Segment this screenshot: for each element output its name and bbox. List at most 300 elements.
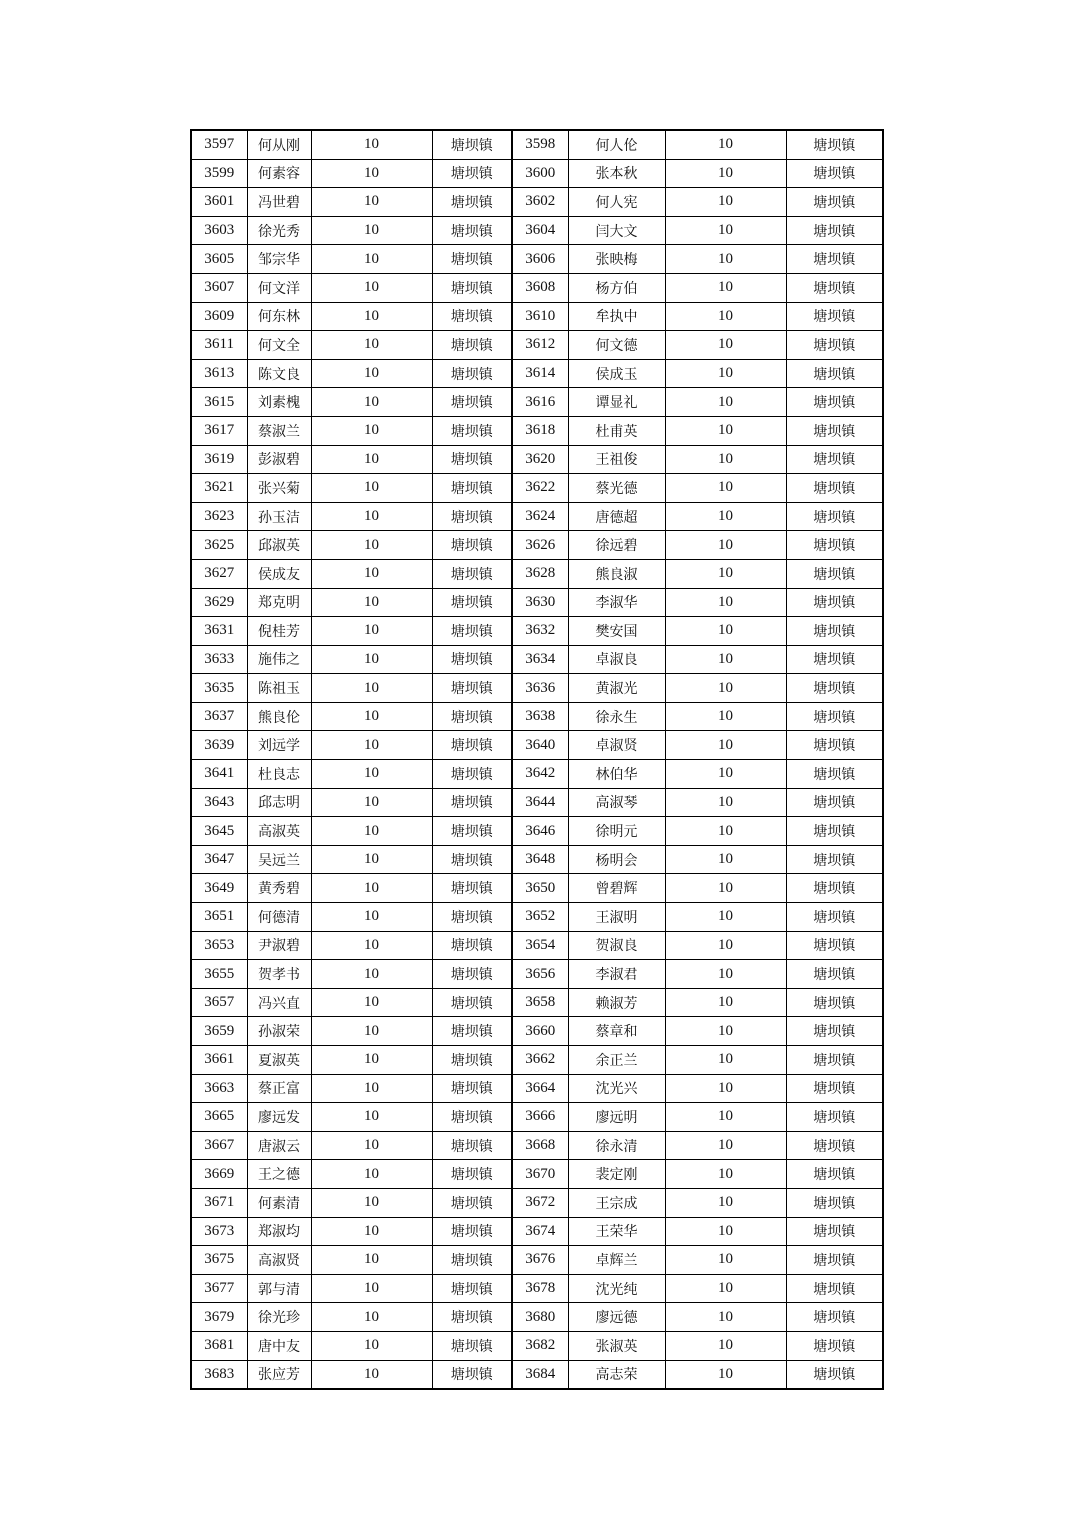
table-row bbox=[191, 1217, 883, 1246]
right-amount-cell: 10 bbox=[665, 1360, 786, 1389]
right-amount-cell: 10 bbox=[665, 331, 786, 360]
right-name-cell: 卓淑良 bbox=[568, 645, 665, 674]
table-row bbox=[191, 1246, 883, 1275]
table-row bbox=[191, 788, 883, 817]
left-town-cell: 塘坝镇 bbox=[432, 531, 512, 560]
right-town-cell: 塘坝镇 bbox=[786, 388, 883, 417]
right-town-cell: 塘坝镇 bbox=[786, 760, 883, 789]
right-town-cell: 塘坝镇 bbox=[786, 474, 883, 503]
right-id-cell: 3642 bbox=[512, 760, 568, 789]
right-name-cell: 沈光纯 bbox=[568, 1274, 665, 1303]
left-name-cell: 刘素槐 bbox=[247, 388, 311, 417]
left-name-cell: 孙淑荣 bbox=[247, 1017, 311, 1046]
right-town-cell: 塘坝镇 bbox=[786, 960, 883, 989]
right-name-cell: 谭显礼 bbox=[568, 388, 665, 417]
right-amount-cell: 10 bbox=[665, 874, 786, 903]
left-town-cell: 塘坝镇 bbox=[432, 416, 512, 445]
left-amount-cell: 10 bbox=[311, 1188, 432, 1217]
left-amount-cell: 10 bbox=[311, 760, 432, 789]
right-id-cell: 3658 bbox=[512, 988, 568, 1017]
left-name-cell: 陈祖玉 bbox=[247, 674, 311, 703]
right-name-cell: 王淑明 bbox=[568, 903, 665, 932]
left-town-cell: 塘坝镇 bbox=[432, 1160, 512, 1189]
table-row bbox=[191, 645, 883, 674]
left-name-cell: 何素容 bbox=[247, 159, 311, 188]
left-amount-cell: 10 bbox=[311, 1103, 432, 1132]
table-row bbox=[191, 1103, 883, 1132]
left-name-cell: 何从刚 bbox=[247, 130, 311, 159]
right-id-cell: 3638 bbox=[512, 702, 568, 731]
right-amount-cell: 10 bbox=[665, 1103, 786, 1132]
left-town-cell: 塘坝镇 bbox=[432, 1131, 512, 1160]
right-id-cell: 3672 bbox=[512, 1188, 568, 1217]
left-town-cell: 塘坝镇 bbox=[432, 559, 512, 588]
right-amount-cell: 10 bbox=[665, 1274, 786, 1303]
left-town-cell: 塘坝镇 bbox=[432, 273, 512, 302]
right-id-cell: 3670 bbox=[512, 1160, 568, 1189]
right-amount-cell: 10 bbox=[665, 502, 786, 531]
left-amount-cell: 10 bbox=[311, 674, 432, 703]
right-amount-cell: 10 bbox=[665, 216, 786, 245]
table-row bbox=[191, 359, 883, 388]
left-amount-cell: 10 bbox=[311, 1217, 432, 1246]
left-amount-cell: 10 bbox=[311, 1331, 432, 1360]
right-town-cell: 塘坝镇 bbox=[786, 502, 883, 531]
table-row bbox=[191, 273, 883, 302]
left-id-cell: 3603 bbox=[191, 216, 247, 245]
left-id-cell: 3661 bbox=[191, 1046, 247, 1075]
right-town-cell: 塘坝镇 bbox=[786, 1331, 883, 1360]
right-amount-cell: 10 bbox=[665, 273, 786, 302]
right-town-cell: 塘坝镇 bbox=[786, 1074, 883, 1103]
table-row bbox=[191, 874, 883, 903]
right-town-cell: 塘坝镇 bbox=[786, 331, 883, 360]
right-amount-cell: 10 bbox=[665, 159, 786, 188]
right-amount-cell: 10 bbox=[665, 903, 786, 932]
left-name-cell: 廖远发 bbox=[247, 1103, 311, 1132]
right-town-cell: 塘坝镇 bbox=[786, 1274, 883, 1303]
left-amount-cell: 10 bbox=[311, 1017, 432, 1046]
table-row bbox=[191, 130, 883, 159]
right-name-cell: 杨明会 bbox=[568, 845, 665, 874]
left-amount-cell: 10 bbox=[311, 960, 432, 989]
table-row bbox=[191, 245, 883, 274]
right-amount-cell: 10 bbox=[665, 245, 786, 274]
left-name-cell: 张应芳 bbox=[247, 1360, 311, 1389]
left-town-cell: 塘坝镇 bbox=[432, 960, 512, 989]
left-amount-cell: 10 bbox=[311, 874, 432, 903]
left-name-cell: 唐淑云 bbox=[247, 1131, 311, 1160]
right-name-cell: 徐永清 bbox=[568, 1131, 665, 1160]
left-town-cell: 塘坝镇 bbox=[432, 988, 512, 1017]
left-amount-cell: 10 bbox=[311, 188, 432, 217]
left-name-cell: 熊良伦 bbox=[247, 702, 311, 731]
left-amount-cell: 10 bbox=[311, 474, 432, 503]
right-name-cell: 张淑英 bbox=[568, 1331, 665, 1360]
right-id-cell: 3632 bbox=[512, 617, 568, 646]
left-amount-cell: 10 bbox=[311, 645, 432, 674]
left-id-cell: 3677 bbox=[191, 1274, 247, 1303]
table-row bbox=[191, 474, 883, 503]
left-town-cell: 塘坝镇 bbox=[432, 388, 512, 417]
right-name-cell: 蔡光德 bbox=[568, 474, 665, 503]
right-id-cell: 3684 bbox=[512, 1360, 568, 1389]
table-row bbox=[191, 531, 883, 560]
right-name-cell: 高淑琴 bbox=[568, 788, 665, 817]
left-name-cell: 郑克明 bbox=[247, 588, 311, 617]
right-name-cell: 徐远碧 bbox=[568, 531, 665, 560]
right-amount-cell: 10 bbox=[665, 130, 786, 159]
right-id-cell: 3680 bbox=[512, 1303, 568, 1332]
right-id-cell: 3606 bbox=[512, 245, 568, 274]
right-town-cell: 塘坝镇 bbox=[786, 1188, 883, 1217]
right-town-cell: 塘坝镇 bbox=[786, 1217, 883, 1246]
left-id-cell: 3607 bbox=[191, 273, 247, 302]
right-name-cell: 廖远明 bbox=[568, 1103, 665, 1132]
left-town-cell: 塘坝镇 bbox=[432, 445, 512, 474]
right-id-cell: 3634 bbox=[512, 645, 568, 674]
right-id-cell: 3640 bbox=[512, 731, 568, 760]
left-town-cell: 塘坝镇 bbox=[432, 1246, 512, 1275]
right-amount-cell: 10 bbox=[665, 388, 786, 417]
left-amount-cell: 10 bbox=[311, 617, 432, 646]
left-town-cell: 塘坝镇 bbox=[432, 1360, 512, 1389]
table-row bbox=[191, 216, 883, 245]
left-id-cell: 3605 bbox=[191, 245, 247, 274]
right-id-cell: 3656 bbox=[512, 960, 568, 989]
left-id-cell: 3651 bbox=[191, 903, 247, 932]
table-row bbox=[191, 760, 883, 789]
right-id-cell: 3644 bbox=[512, 788, 568, 817]
left-town-cell: 塘坝镇 bbox=[432, 674, 512, 703]
left-id-cell: 3619 bbox=[191, 445, 247, 474]
right-id-cell: 3630 bbox=[512, 588, 568, 617]
right-id-cell: 3616 bbox=[512, 388, 568, 417]
left-id-cell: 3649 bbox=[191, 874, 247, 903]
table-row bbox=[191, 1160, 883, 1189]
right-name-cell: 沈光兴 bbox=[568, 1074, 665, 1103]
left-town-cell: 塘坝镇 bbox=[432, 788, 512, 817]
right-name-cell: 张映梅 bbox=[568, 245, 665, 274]
left-amount-cell: 10 bbox=[311, 845, 432, 874]
right-town-cell: 塘坝镇 bbox=[786, 1017, 883, 1046]
left-name-cell: 郭与清 bbox=[247, 1274, 311, 1303]
left-name-cell: 蔡淑兰 bbox=[247, 416, 311, 445]
right-town-cell: 塘坝镇 bbox=[786, 559, 883, 588]
table-row bbox=[191, 588, 883, 617]
right-name-cell: 高志荣 bbox=[568, 1360, 665, 1389]
table-row bbox=[191, 988, 883, 1017]
left-amount-cell: 10 bbox=[311, 445, 432, 474]
right-name-cell: 熊良淑 bbox=[568, 559, 665, 588]
right-id-cell: 3676 bbox=[512, 1246, 568, 1275]
left-name-cell: 黄秀碧 bbox=[247, 874, 311, 903]
right-name-cell: 蔡章和 bbox=[568, 1017, 665, 1046]
right-id-cell: 3620 bbox=[512, 445, 568, 474]
left-town-cell: 塘坝镇 bbox=[432, 903, 512, 932]
left-id-cell: 3633 bbox=[191, 645, 247, 674]
left-amount-cell: 10 bbox=[311, 559, 432, 588]
table-row bbox=[191, 931, 883, 960]
right-name-cell: 贺淑良 bbox=[568, 931, 665, 960]
right-amount-cell: 10 bbox=[665, 760, 786, 789]
right-amount-cell: 10 bbox=[665, 302, 786, 331]
table-row bbox=[191, 1074, 883, 1103]
table-row bbox=[191, 188, 883, 217]
left-id-cell: 3639 bbox=[191, 731, 247, 760]
right-town-cell: 塘坝镇 bbox=[786, 645, 883, 674]
right-amount-cell: 10 bbox=[665, 1017, 786, 1046]
right-id-cell: 3654 bbox=[512, 931, 568, 960]
right-id-cell: 3610 bbox=[512, 302, 568, 331]
left-id-cell: 3665 bbox=[191, 1103, 247, 1132]
left-name-cell: 夏淑英 bbox=[247, 1046, 311, 1075]
left-amount-cell: 10 bbox=[311, 159, 432, 188]
table-row bbox=[191, 674, 883, 703]
left-name-cell: 张兴菊 bbox=[247, 474, 311, 503]
roster-table bbox=[190, 129, 884, 1390]
right-name-cell: 何人伦 bbox=[568, 130, 665, 159]
right-town-cell: 塘坝镇 bbox=[786, 788, 883, 817]
table-row bbox=[191, 1188, 883, 1217]
left-name-cell: 邱志明 bbox=[247, 788, 311, 817]
right-amount-cell: 10 bbox=[665, 1331, 786, 1360]
left-town-cell: 塘坝镇 bbox=[432, 1046, 512, 1075]
left-id-cell: 3673 bbox=[191, 1217, 247, 1246]
right-town-cell: 塘坝镇 bbox=[786, 1131, 883, 1160]
right-town-cell: 塘坝镇 bbox=[786, 874, 883, 903]
right-id-cell: 3598 bbox=[512, 130, 568, 159]
table-row bbox=[191, 702, 883, 731]
right-town-cell: 塘坝镇 bbox=[786, 817, 883, 846]
left-amount-cell: 10 bbox=[311, 245, 432, 274]
left-name-cell: 郑淑均 bbox=[247, 1217, 311, 1246]
table-row bbox=[191, 559, 883, 588]
right-id-cell: 3650 bbox=[512, 874, 568, 903]
right-town-cell: 塘坝镇 bbox=[786, 1246, 883, 1275]
right-town-cell: 塘坝镇 bbox=[786, 988, 883, 1017]
right-amount-cell: 10 bbox=[665, 445, 786, 474]
left-town-cell: 塘坝镇 bbox=[432, 302, 512, 331]
table-row bbox=[191, 960, 883, 989]
right-name-cell: 徐明元 bbox=[568, 817, 665, 846]
right-town-cell: 塘坝镇 bbox=[786, 445, 883, 474]
left-id-cell: 3627 bbox=[191, 559, 247, 588]
right-amount-cell: 10 bbox=[665, 960, 786, 989]
left-town-cell: 塘坝镇 bbox=[432, 645, 512, 674]
left-name-cell: 何文全 bbox=[247, 331, 311, 360]
left-amount-cell: 10 bbox=[311, 1160, 432, 1189]
left-town-cell: 塘坝镇 bbox=[432, 731, 512, 760]
right-amount-cell: 10 bbox=[665, 1246, 786, 1275]
right-name-cell: 裴定刚 bbox=[568, 1160, 665, 1189]
left-name-cell: 徐光珍 bbox=[247, 1303, 311, 1332]
left-town-cell: 塘坝镇 bbox=[432, 188, 512, 217]
left-id-cell: 3623 bbox=[191, 502, 247, 531]
table-row bbox=[191, 1360, 883, 1389]
left-id-cell: 3679 bbox=[191, 1303, 247, 1332]
right-id-cell: 3624 bbox=[512, 502, 568, 531]
left-name-cell: 施伟之 bbox=[247, 645, 311, 674]
left-id-cell: 3683 bbox=[191, 1360, 247, 1389]
left-amount-cell: 10 bbox=[311, 1360, 432, 1389]
left-name-cell: 何素清 bbox=[247, 1188, 311, 1217]
right-name-cell: 林伯华 bbox=[568, 760, 665, 789]
left-id-cell: 3635 bbox=[191, 674, 247, 703]
table-row bbox=[191, 845, 883, 874]
left-id-cell: 3629 bbox=[191, 588, 247, 617]
left-town-cell: 塘坝镇 bbox=[432, 588, 512, 617]
right-amount-cell: 10 bbox=[665, 1046, 786, 1075]
table-row bbox=[191, 731, 883, 760]
left-id-cell: 3659 bbox=[191, 1017, 247, 1046]
right-town-cell: 塘坝镇 bbox=[786, 617, 883, 646]
table-row bbox=[191, 817, 883, 846]
right-amount-cell: 10 bbox=[665, 559, 786, 588]
left-town-cell: 塘坝镇 bbox=[432, 359, 512, 388]
right-name-cell: 闫大文 bbox=[568, 216, 665, 245]
right-amount-cell: 10 bbox=[665, 988, 786, 1017]
right-id-cell: 3662 bbox=[512, 1046, 568, 1075]
left-amount-cell: 10 bbox=[311, 1074, 432, 1103]
left-name-cell: 何文洋 bbox=[247, 273, 311, 302]
right-town-cell: 塘坝镇 bbox=[786, 731, 883, 760]
right-amount-cell: 10 bbox=[665, 416, 786, 445]
right-name-cell: 侯成玉 bbox=[568, 359, 665, 388]
table-row bbox=[191, 1017, 883, 1046]
right-amount-cell: 10 bbox=[665, 359, 786, 388]
left-name-cell: 冯世碧 bbox=[247, 188, 311, 217]
right-name-cell: 何人宪 bbox=[568, 188, 665, 217]
left-amount-cell: 10 bbox=[311, 1131, 432, 1160]
left-id-cell: 3653 bbox=[191, 931, 247, 960]
right-id-cell: 3678 bbox=[512, 1274, 568, 1303]
right-town-cell: 塘坝镇 bbox=[786, 674, 883, 703]
right-id-cell: 3648 bbox=[512, 845, 568, 874]
right-name-cell: 徐永生 bbox=[568, 702, 665, 731]
left-amount-cell: 10 bbox=[311, 903, 432, 932]
left-amount-cell: 10 bbox=[311, 588, 432, 617]
left-name-cell: 彭淑碧 bbox=[247, 445, 311, 474]
left-amount-cell: 10 bbox=[311, 988, 432, 1017]
right-town-cell: 塘坝镇 bbox=[786, 903, 883, 932]
table-row bbox=[191, 159, 883, 188]
left-town-cell: 塘坝镇 bbox=[432, 874, 512, 903]
right-amount-cell: 10 bbox=[665, 845, 786, 874]
right-town-cell: 塘坝镇 bbox=[786, 302, 883, 331]
left-id-cell: 3617 bbox=[191, 416, 247, 445]
right-amount-cell: 10 bbox=[665, 474, 786, 503]
right-amount-cell: 10 bbox=[665, 617, 786, 646]
left-name-cell: 尹淑碧 bbox=[247, 931, 311, 960]
left-name-cell: 蔡正富 bbox=[247, 1074, 311, 1103]
right-name-cell: 李淑君 bbox=[568, 960, 665, 989]
left-id-cell: 3615 bbox=[191, 388, 247, 417]
left-amount-cell: 10 bbox=[311, 302, 432, 331]
left-name-cell: 唐中友 bbox=[247, 1331, 311, 1360]
left-town-cell: 塘坝镇 bbox=[432, 216, 512, 245]
left-amount-cell: 10 bbox=[311, 788, 432, 817]
left-amount-cell: 10 bbox=[311, 388, 432, 417]
left-name-cell: 陈文良 bbox=[247, 359, 311, 388]
right-town-cell: 塘坝镇 bbox=[786, 416, 883, 445]
left-name-cell: 刘远学 bbox=[247, 731, 311, 760]
table-row bbox=[191, 903, 883, 932]
left-amount-cell: 10 bbox=[311, 1303, 432, 1332]
left-id-cell: 3613 bbox=[191, 359, 247, 388]
table-row bbox=[191, 416, 883, 445]
right-id-cell: 3674 bbox=[512, 1217, 568, 1246]
left-amount-cell: 10 bbox=[311, 216, 432, 245]
right-town-cell: 塘坝镇 bbox=[786, 159, 883, 188]
table-row bbox=[191, 1046, 883, 1075]
right-name-cell: 王宗成 bbox=[568, 1188, 665, 1217]
right-town-cell: 塘坝镇 bbox=[786, 931, 883, 960]
right-name-cell: 唐德超 bbox=[568, 502, 665, 531]
table-row bbox=[191, 617, 883, 646]
left-id-cell: 3669 bbox=[191, 1160, 247, 1189]
right-amount-cell: 10 bbox=[665, 188, 786, 217]
left-id-cell: 3625 bbox=[191, 531, 247, 560]
left-id-cell: 3599 bbox=[191, 159, 247, 188]
left-town-cell: 塘坝镇 bbox=[432, 702, 512, 731]
right-name-cell: 杨方伯 bbox=[568, 273, 665, 302]
left-id-cell: 3675 bbox=[191, 1246, 247, 1275]
right-amount-cell: 10 bbox=[665, 1217, 786, 1246]
right-id-cell: 3618 bbox=[512, 416, 568, 445]
left-amount-cell: 10 bbox=[311, 531, 432, 560]
left-id-cell: 3655 bbox=[191, 960, 247, 989]
right-town-cell: 塘坝镇 bbox=[786, 245, 883, 274]
left-id-cell: 3645 bbox=[191, 817, 247, 846]
left-town-cell: 塘坝镇 bbox=[432, 502, 512, 531]
left-name-cell: 高淑贤 bbox=[247, 1246, 311, 1275]
left-town-cell: 塘坝镇 bbox=[432, 845, 512, 874]
right-name-cell: 杜甫英 bbox=[568, 416, 665, 445]
left-town-cell: 塘坝镇 bbox=[432, 1188, 512, 1217]
right-name-cell: 樊安国 bbox=[568, 617, 665, 646]
right-name-cell: 张本秋 bbox=[568, 159, 665, 188]
table-row bbox=[191, 1274, 883, 1303]
right-amount-cell: 10 bbox=[665, 931, 786, 960]
right-town-cell: 塘坝镇 bbox=[786, 273, 883, 302]
right-id-cell: 3660 bbox=[512, 1017, 568, 1046]
right-id-cell: 3682 bbox=[512, 1331, 568, 1360]
table-row bbox=[191, 331, 883, 360]
left-amount-cell: 10 bbox=[311, 1246, 432, 1275]
right-town-cell: 塘坝镇 bbox=[786, 531, 883, 560]
left-name-cell: 何东林 bbox=[247, 302, 311, 331]
left-name-cell: 倪桂芳 bbox=[247, 617, 311, 646]
right-name-cell: 余正兰 bbox=[568, 1046, 665, 1075]
right-id-cell: 3608 bbox=[512, 273, 568, 302]
right-name-cell: 李淑华 bbox=[568, 588, 665, 617]
left-town-cell: 塘坝镇 bbox=[432, 474, 512, 503]
left-amount-cell: 10 bbox=[311, 273, 432, 302]
right-id-cell: 3622 bbox=[512, 474, 568, 503]
right-amount-cell: 10 bbox=[665, 702, 786, 731]
left-amount-cell: 10 bbox=[311, 931, 432, 960]
left-id-cell: 3637 bbox=[191, 702, 247, 731]
right-town-cell: 塘坝镇 bbox=[786, 1160, 883, 1189]
left-town-cell: 塘坝镇 bbox=[432, 760, 512, 789]
left-amount-cell: 10 bbox=[311, 130, 432, 159]
left-town-cell: 塘坝镇 bbox=[432, 1274, 512, 1303]
right-name-cell: 卓淑贤 bbox=[568, 731, 665, 760]
left-town-cell: 塘坝镇 bbox=[432, 1074, 512, 1103]
right-name-cell: 王荣华 bbox=[568, 1217, 665, 1246]
right-name-cell: 何文德 bbox=[568, 331, 665, 360]
